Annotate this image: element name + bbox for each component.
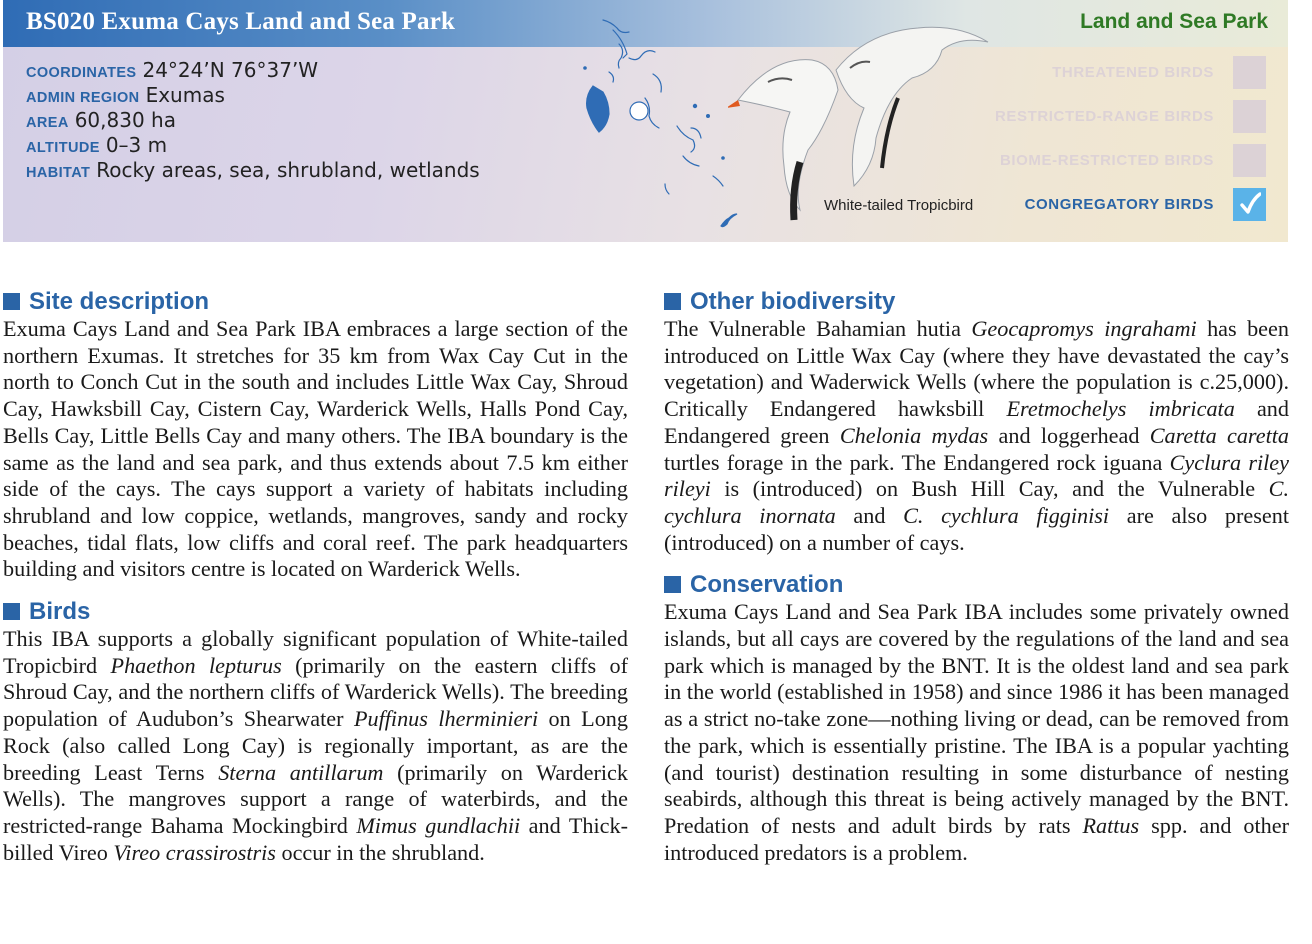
criterion-congregatory-birds: [966, 188, 1266, 222]
species-name: Rattus: [1082, 812, 1140, 838]
fact-habitat: [26, 158, 480, 183]
criterion-biome-restricted-birds: [966, 144, 1266, 178]
section-heading-text: Other biodiversity: [690, 288, 896, 315]
species-name: Sterna antillarum: [218, 759, 384, 785]
criterion-restricted-range-birds: [966, 100, 1266, 134]
criterion-threatened-birds: [966, 56, 1266, 90]
section-heading-text: Site description: [29, 288, 210, 315]
fact-value: 0–3 m: [105, 133, 168, 157]
criterion-checkbox: [1233, 56, 1266, 89]
criterion-label: RESTRICTED-RANGE BIRDS: [994, 108, 1214, 125]
right-column: [664, 287, 1289, 880]
species-name: Eretmochelys imbricata: [1006, 396, 1235, 422]
fact-altitude: [26, 133, 480, 158]
fact-label: ALTITUDE: [26, 140, 100, 156]
site-category: Land and Sea Park: [1080, 10, 1268, 33]
species-name: Cyclura riley rileyi: [664, 449, 1289, 502]
site-description-section: [3, 287, 628, 583]
bird-caption: White-tailed Tropicbird: [824, 197, 974, 214]
fact-label: HABITAT: [26, 165, 91, 181]
species-name: Mimus gundlachii: [356, 812, 521, 838]
species-name: Puffinus lherminieri: [353, 706, 539, 732]
site-location-marker: [630, 102, 648, 120]
fact-admin-region: [26, 83, 480, 108]
section-heading: [3, 597, 628, 626]
birds-text: This IBA supports a globally significant population of White-tailed Tropicbird Phaethon lepturus (primarily on the eastern cliffs of Shroud Cay, and the northern cliffs of Warderick Wells). The breeding population of Audubon’s Shearwater Puffinus lherminieri on Long Rock (also called Long Cay) is regionally important, as are the breeding Least Terns Sterna antillarum (primarily on Warderick Wells). The mangroves support a range of waterbirds, and the restricted-range Bahama Mockingbird Mimus gundlachii and Thick-billed Vireo Vireo crassirostris occur in the shrubland.: [3, 626, 628, 865]
other-biodiversity-section: [664, 287, 1289, 556]
square-bullet-icon: [664, 293, 681, 310]
checkmark-icon: [1239, 192, 1261, 216]
fact-value: Exumas: [145, 83, 225, 107]
criterion-checkbox: [1233, 144, 1266, 177]
fact-label: AREA: [26, 115, 69, 131]
site-title: BS020 Exuma Cays Land and Sea Park: [26, 8, 456, 35]
criterion-checkbox: [1233, 188, 1266, 221]
section-heading: [664, 287, 1289, 316]
fact-value: 24°24’N 76°37’W: [142, 58, 319, 82]
section-heading-text: Conservation: [690, 571, 844, 599]
section-heading-text: Birds: [29, 598, 91, 626]
section-heading: [3, 287, 628, 316]
conservation-text: Exuma Cays Land and Sea Park IBA includes some privately owned islands, but all cays are covered by the regulations of the land and sea park which is managed by the BNT. It is the oldest land and sea park in the world (established in 1958) and since 1986 it has been managed as a strict no-take zone—nothing living or dead, can be removed from the park, which is essentially pristine. The IBA is a popular yachting (and tourist) destination resulting in some disturbance of nesting seabirds, although this threat is being actively managed by the BNT. Predation of nests and adult birds by rats Rattus spp. and other introduced predators is a problem.: [664, 599, 1289, 865]
square-bullet-icon: [3, 293, 20, 310]
species-name: C. cychlura figginisi: [903, 502, 1110, 528]
site-header-panel: [3, 0, 1288, 242]
species-name: Geocapromys ingrahami: [971, 316, 1197, 341]
criterion-label: CONGREGATORY BIRDS: [1024, 196, 1214, 213]
fact-value: Rocky areas, sea, shrubland, wetlands: [96, 158, 480, 182]
species-name: C. cychlura inornata: [664, 476, 1289, 528]
fact-label: ADMIN REGION: [26, 90, 140, 106]
site-description-text: Exuma Cays Land and Sea Park IBA embraces a large section of the northern Exumas. It stretches for 35 km from Wax Cay Cut in the north to Conch Cut in the south and includes Little Wax Cay, Shroud Cay, Hawksbill Cay, Cistern Cay, Warderick Wells, Halls Pond Cay, Bells Cay, Little Bells Cay and many others. The IBA boundary is the same as the land and sea park, and thus extends about 7.5 km either side of the cays. The cays support a variety of habitats including shrubland and low coppice, wetlands, mangroves, sandy and rocky beaches, tidal flats, low cliffs and coral reef. The park headquarters building and visitors centre is located on Warderick Wells.: [3, 316, 628, 582]
fact-area: [26, 108, 480, 133]
species-name: Chelonia mydas: [839, 422, 989, 448]
site-facts: [26, 58, 480, 183]
fact-coordinates: [26, 58, 480, 83]
species-name: Caretta caretta: [1149, 422, 1290, 448]
square-bullet-icon: [664, 576, 681, 593]
species-name: Vireo crassirostris: [113, 839, 276, 865]
fact-label: COORDINATES: [26, 65, 137, 81]
conservation-section: [664, 570, 1289, 866]
criterion-label: BIOME-RESTRICTED BIRDS: [999, 152, 1214, 169]
species-name: Phaethon lepturus: [110, 652, 282, 678]
square-bullet-icon: [3, 603, 20, 620]
birds-section: [3, 597, 628, 866]
section-heading: [664, 570, 1289, 599]
left-column: [3, 287, 628, 880]
other-biodiversity-text: The Vulnerable Bahamian hutia Geocapromys ingrahami has been introduced on Little Wax Cay (where they have devastated the cay’s vegetation) and Waderwick Wells (where the population is c.25,000). Critically Endangered hawksbill Eretmochelys imbricata and Endangered green Chelonia mydas and loggerhead Caretta caretta turtles forage in the park. The Endangered rock iguana Cyclura riley rileyi is (introduced) on Bush Hill Cay, and the Vulnerable C. cychlura inornata and C. cychlura figginisi are also present (introduced) on a number of cays.: [664, 316, 1290, 555]
criterion-checkbox: [1233, 100, 1266, 133]
fact-value: 60,830 ha: [74, 108, 176, 132]
criterion-label: THREATENED BIRDS: [1052, 64, 1214, 81]
tropicbird-illustration: [728, 12, 998, 222]
